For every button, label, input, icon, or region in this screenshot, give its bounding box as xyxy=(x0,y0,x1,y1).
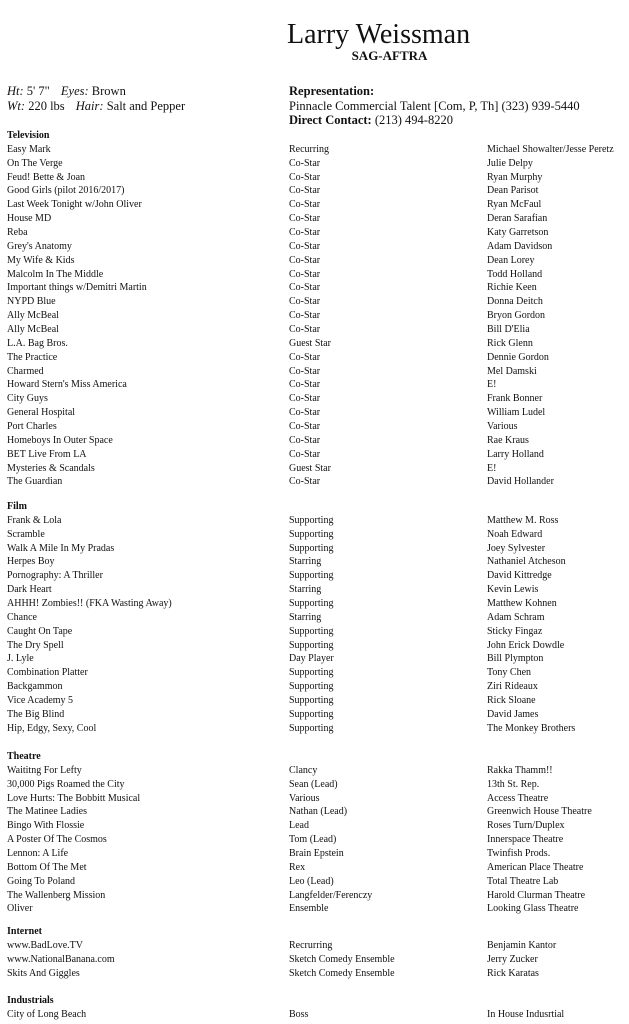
credit-director: In House Indusrtial xyxy=(487,1008,565,1020)
credit-title: BET Live From LA xyxy=(7,448,87,460)
credit-row xyxy=(7,143,627,157)
credit-title: Frank & Lola xyxy=(7,514,62,526)
credit-director: Adam Schram xyxy=(487,611,545,623)
credit-row xyxy=(7,212,627,226)
direct-contact-phone: (213) 494-8220 xyxy=(374,113,453,127)
credit-title: Good Girls (pilot 2016/2017) xyxy=(7,185,125,197)
credit-role: Supporting xyxy=(289,598,334,610)
credit-director: Nathaniel Atcheson xyxy=(487,556,566,568)
credit-row xyxy=(7,420,627,434)
credit-row xyxy=(7,680,627,694)
credit-row xyxy=(7,475,627,489)
credit-title: Bottom Of The Met xyxy=(7,861,87,873)
credit-row xyxy=(7,833,627,847)
credit-title: The Matinee Ladies xyxy=(7,806,87,818)
credit-director: Matthew M. Ross xyxy=(487,514,559,526)
credit-row xyxy=(7,198,627,212)
eyes-label: Eyes: xyxy=(60,84,89,98)
credit-title: A Poster Of The Cosmos xyxy=(7,834,107,846)
credit-title: www.NationalBanana.com xyxy=(7,953,115,965)
credit-row xyxy=(7,184,627,198)
credit-director: Katy Garretson xyxy=(487,227,549,239)
height-value: 5' 7" xyxy=(26,84,50,98)
credit-title: Important things w/Demitri Martin xyxy=(7,282,147,294)
credit-title: Love Hurts: The Bobbitt Musical xyxy=(7,792,141,804)
credit-title: Waititng For Lefty xyxy=(7,764,82,776)
credit-row xyxy=(7,889,627,903)
credit-title: www.BadLove.TV xyxy=(7,939,84,951)
credit-title: L.A. Bag Bros. xyxy=(7,337,68,349)
credit-role: Starring xyxy=(289,584,322,596)
credit-role: Sean (Lead) xyxy=(289,778,338,790)
credit-role: Recurring xyxy=(289,143,329,155)
credit-title: Caught On Tape xyxy=(7,625,73,637)
credit-role: Co-Star xyxy=(289,240,321,252)
credit-role: Starring xyxy=(289,611,322,623)
credit-title: The Dry Spell xyxy=(7,639,64,651)
credit-row xyxy=(7,1008,627,1022)
credit-row xyxy=(7,639,627,653)
credit-title: Easy Mark xyxy=(7,143,51,155)
credit-title: Oliver xyxy=(7,903,33,915)
hair-label: Hair: xyxy=(75,98,104,113)
credit-role: Langfelder/Ferenczy xyxy=(289,889,373,901)
credit-director: David Kittredge xyxy=(487,570,552,582)
credit-role: Co-Star xyxy=(289,393,321,405)
credit-title: Going To Poland xyxy=(7,875,76,887)
credit-role: Co-Star xyxy=(289,476,321,488)
credit-role: Various xyxy=(289,792,320,804)
credit-director: Rick Karatas xyxy=(487,967,539,979)
credit-role: Clancy xyxy=(289,764,318,776)
credit-row xyxy=(7,171,627,185)
credit-row xyxy=(7,708,627,722)
credit-title: Backgammon xyxy=(7,681,63,693)
credit-row xyxy=(7,226,627,240)
credit-director: Rakka Thamm!! xyxy=(487,764,553,776)
credit-role: Supporting xyxy=(289,528,334,540)
credit-row xyxy=(7,351,627,365)
credit-row xyxy=(7,448,627,462)
credit-row xyxy=(7,462,627,476)
representation-block xyxy=(289,84,580,128)
credit-row xyxy=(7,406,627,420)
credit-row xyxy=(7,583,627,597)
credit-title: Pornography: A Thriller xyxy=(7,570,103,582)
credit-role: Supporting xyxy=(289,570,334,582)
credit-role: Boss xyxy=(289,1008,309,1020)
credit-role: Co-Star xyxy=(289,448,321,460)
credit-role: Sketch Comedy Ensemble xyxy=(289,953,395,965)
stats-line-2 xyxy=(7,99,185,114)
direct-contact-label: Direct Contact: xyxy=(289,113,372,127)
credit-row xyxy=(7,240,627,254)
credit-title: The Wallenberg Mission xyxy=(7,889,106,901)
credit-role: Co-Star xyxy=(289,365,321,377)
credit-row xyxy=(7,861,627,875)
section-film xyxy=(7,500,627,736)
credit-director: Greenwich House Theatre xyxy=(487,806,592,818)
credit-director: Rae Kraus xyxy=(487,434,529,446)
credit-role: Nathan (Lead) xyxy=(289,806,348,818)
credit-director: Mel Damski xyxy=(487,365,537,377)
credit-row xyxy=(7,847,627,861)
credit-title: Hip, Edgy, Sexy, Cool xyxy=(7,722,97,734)
credit-director: David Hollander xyxy=(487,476,554,488)
credit-row xyxy=(7,819,627,833)
credit-director: Rick Sloane xyxy=(487,695,536,707)
credit-title: Grey's Anatomy xyxy=(7,240,72,252)
credit-role: Co-Star xyxy=(289,199,321,211)
section-theatre xyxy=(7,750,627,916)
credit-title: Skits And Giggles xyxy=(7,967,80,979)
credit-role: Tom (Lead) xyxy=(289,834,337,846)
credit-row xyxy=(7,323,627,337)
credit-director: American Place Theatre xyxy=(487,861,584,873)
credit-title: The Big Blind xyxy=(7,708,65,720)
credit-director: Harold Clurman Theatre xyxy=(487,889,586,901)
credit-role: Supporting xyxy=(289,667,334,679)
credit-row xyxy=(7,378,627,392)
credit-director: E! xyxy=(487,462,497,474)
credit-role: Co-Star xyxy=(289,185,321,197)
agency-contact: Pinnacle Commercial Talent [Com, P, Th] (323) 939-5440 xyxy=(289,98,580,113)
credit-row xyxy=(7,309,627,323)
credit-title: Ally McBeal xyxy=(7,324,59,336)
credit-role: Supporting xyxy=(289,695,334,707)
credit-title: Last Week Tonight w/John Oliver xyxy=(7,199,142,211)
credit-director: Twinfish Prods. xyxy=(487,848,551,860)
credit-row xyxy=(7,528,627,542)
credit-role: Day Player xyxy=(289,653,334,665)
credit-director: Julie Delpy xyxy=(487,157,533,169)
credit-director: Sticky Fingaz xyxy=(487,625,543,637)
credit-title: House MD xyxy=(7,213,52,225)
credit-row xyxy=(7,597,627,611)
credit-director: Larry Holland xyxy=(487,448,544,460)
credit-director: Dean Parisot xyxy=(487,185,539,197)
credit-title: AHHH! Zombies!! (FKA Wasting Away) xyxy=(7,598,172,610)
credit-row xyxy=(7,514,627,528)
credit-role: Co-Star xyxy=(289,171,321,183)
credit-row xyxy=(7,875,627,889)
section-title: Film xyxy=(7,501,27,512)
credit-title: Howard Stern's Miss America xyxy=(7,379,127,391)
credit-director: Total Theatre Lab xyxy=(487,875,559,887)
credit-role: Co-Star xyxy=(289,157,321,169)
credit-role: Supporting xyxy=(289,639,334,651)
credit-director: 13th St. Rep. xyxy=(487,778,540,790)
credit-role: Supporting xyxy=(289,542,334,554)
credit-role: Co-Star xyxy=(289,407,321,419)
credit-row xyxy=(7,625,627,639)
credit-title: Homeboys In Outer Space xyxy=(7,434,113,446)
section-title: Television xyxy=(7,130,50,141)
credit-director: Ryan Murphy xyxy=(487,171,543,183)
credit-role: Co-Star xyxy=(289,296,321,308)
credit-title: 30,000 Pigs Roamed the City xyxy=(7,778,125,790)
credit-role: Co-Star xyxy=(289,254,321,266)
credit-role: Supporting xyxy=(289,681,334,693)
actor-name: Larry Weissman xyxy=(287,19,471,50)
credit-role: Co-Star xyxy=(289,310,321,322)
credit-director: Bryon Gordon xyxy=(487,310,546,322)
credit-title: City of Long Beach xyxy=(7,1008,87,1020)
credit-title: J. Lyle xyxy=(7,653,34,665)
credit-role: Co-Star xyxy=(289,434,321,446)
credit-row xyxy=(7,967,627,981)
credit-title: The Guardian xyxy=(7,476,63,488)
credit-director: Joey Sylvester xyxy=(487,542,546,554)
credit-title: Vice Academy 5 xyxy=(7,695,74,707)
credit-row xyxy=(7,953,627,967)
credit-director: David James xyxy=(487,708,539,720)
credit-title: Dark Heart xyxy=(7,584,52,596)
credit-role: Brain Epstein xyxy=(289,848,344,860)
credit-role: Lead xyxy=(289,820,309,832)
credit-row xyxy=(7,652,627,666)
credit-director: Tony Chen xyxy=(487,667,532,679)
credit-role: Co-Star xyxy=(289,268,321,280)
credit-row xyxy=(7,555,627,569)
union-affiliation: SAG-AFTRA xyxy=(351,48,428,63)
section-title: Industrials xyxy=(7,995,54,1006)
physical-stats xyxy=(7,84,185,113)
credit-title: Herpes Boy xyxy=(7,556,55,568)
credit-director: Innerspace Theatre xyxy=(487,834,564,846)
credit-director: Ryan McFaul xyxy=(487,199,542,211)
credit-row xyxy=(7,611,627,625)
credit-director: Bill Plympton xyxy=(487,653,544,665)
credit-director: Looking Glass Theatre xyxy=(487,903,579,915)
credit-row xyxy=(7,254,627,268)
credit-row xyxy=(7,694,627,708)
credit-row xyxy=(7,902,627,916)
credit-role: Co-Star xyxy=(289,324,321,336)
credit-director: Adam Davidson xyxy=(487,240,553,252)
credit-role: Co-Star xyxy=(289,351,321,363)
credit-director: John Erick Dowdle xyxy=(487,639,565,651)
credit-role: Rex xyxy=(289,861,306,873)
credit-role: Ensemble xyxy=(289,903,329,915)
weight-value: 220 lbs xyxy=(28,98,65,113)
credit-director: Dennie Gordon xyxy=(487,351,549,363)
credit-title: Reba xyxy=(7,227,28,239)
credit-director: Donna Deitch xyxy=(487,296,543,308)
credit-role: Supporting xyxy=(289,514,334,526)
credit-row xyxy=(7,365,627,379)
credit-role: Starring xyxy=(289,556,322,568)
section-industrials xyxy=(7,994,627,1022)
credit-director: E! xyxy=(487,379,497,391)
credit-director: Benjamin Kantor xyxy=(487,939,557,951)
credit-director: Rick Glenn xyxy=(487,337,533,349)
credit-role: Co-Star xyxy=(289,282,321,294)
credit-row xyxy=(7,764,627,778)
credit-title: Walk A Mile In My Pradas xyxy=(7,542,115,554)
credit-role: Co-Star xyxy=(289,227,321,239)
credit-row xyxy=(7,666,627,680)
credit-director: The Monkey Brothers xyxy=(487,722,576,734)
representation-label: Representation: xyxy=(289,84,375,98)
credit-title: The Practice xyxy=(7,351,58,363)
credit-row xyxy=(7,157,627,171)
credit-title: Feud! Bette & Joan xyxy=(7,171,86,183)
credit-director: William Ludel xyxy=(487,407,546,419)
credit-role: Leo (Lead) xyxy=(289,875,334,887)
stats-line-1 xyxy=(7,84,185,99)
credit-row xyxy=(7,295,627,309)
credit-row xyxy=(7,268,627,282)
eyes-value: Brown xyxy=(91,84,126,98)
credit-title: Charmed xyxy=(7,365,44,377)
credit-row xyxy=(7,392,627,406)
credit-row xyxy=(7,778,627,792)
credit-title: Port Charles xyxy=(7,421,57,433)
credit-director: Frank Bonner xyxy=(487,393,543,405)
credit-row xyxy=(7,434,627,448)
credit-role: Supporting xyxy=(289,708,334,720)
credit-director: Kevin Lewis xyxy=(487,584,539,596)
section-title: Internet xyxy=(7,926,42,937)
credit-title: City Guys xyxy=(7,393,48,405)
credit-row xyxy=(7,569,627,583)
credit-role: Co-Star xyxy=(289,213,321,225)
credit-director: Roses Turn/Duplex xyxy=(487,820,565,832)
credit-director: Ziri Rideaux xyxy=(487,681,538,693)
credit-title: On The Verge xyxy=(7,157,63,169)
credit-director: Deran Sarafian xyxy=(487,213,548,225)
credit-title: My Wife & Kids xyxy=(7,254,75,266)
credit-role: Sketch Comedy Ensemble xyxy=(289,967,395,979)
credit-title: General Hospital xyxy=(7,407,76,419)
credit-row xyxy=(7,337,627,351)
credit-title: Lennon: A Life xyxy=(7,848,69,860)
credit-row xyxy=(7,792,627,806)
credit-role: Guest Star xyxy=(289,337,331,349)
credit-title: Mysteries & Scandals xyxy=(7,462,95,474)
credit-row xyxy=(7,939,627,953)
credit-row xyxy=(7,805,627,819)
credit-role: Supporting xyxy=(289,625,334,637)
credit-director: Noah Edward xyxy=(487,528,543,540)
credit-row xyxy=(7,281,627,295)
credit-director: Michael Showalter/Jesse Peretz xyxy=(487,143,614,155)
credit-role: Co-Star xyxy=(289,421,321,433)
credit-director: Bill D'Elia xyxy=(487,324,530,336)
credit-title: Ally McBeal xyxy=(7,310,59,322)
credit-director: Richie Keen xyxy=(487,282,537,294)
credit-title: Malcolm In The Middle xyxy=(7,268,104,280)
hair-value: Salt and Pepper xyxy=(106,98,186,113)
credit-title: NYPD Blue xyxy=(7,296,56,308)
weight-label: Wt: xyxy=(7,98,26,113)
credit-title: Combination Platter xyxy=(7,667,88,679)
section-television xyxy=(7,129,627,489)
credit-director: Access Theatre xyxy=(487,792,549,804)
credit-title: Bingo With Flossie xyxy=(7,820,85,832)
height-label: Ht: xyxy=(7,84,24,98)
credit-role: Recrurring xyxy=(289,939,333,951)
credit-row xyxy=(7,542,627,556)
credit-director: Matthew Kohnen xyxy=(487,598,557,610)
credit-director: Todd Holland xyxy=(487,268,543,280)
credit-title: Scramble xyxy=(7,528,45,540)
credit-director: Various xyxy=(487,421,518,433)
credit-row xyxy=(7,722,627,736)
credit-role: Co-Star xyxy=(289,379,321,391)
credit-director: Dean Lorey xyxy=(487,254,535,266)
credit-role: Guest Star xyxy=(289,462,331,474)
credit-director: Jerry Zucker xyxy=(487,953,538,965)
credit-role: Supporting xyxy=(289,722,334,734)
credit-title: Chance xyxy=(7,611,37,623)
section-title: Theatre xyxy=(7,751,41,762)
section-internet xyxy=(7,925,627,980)
